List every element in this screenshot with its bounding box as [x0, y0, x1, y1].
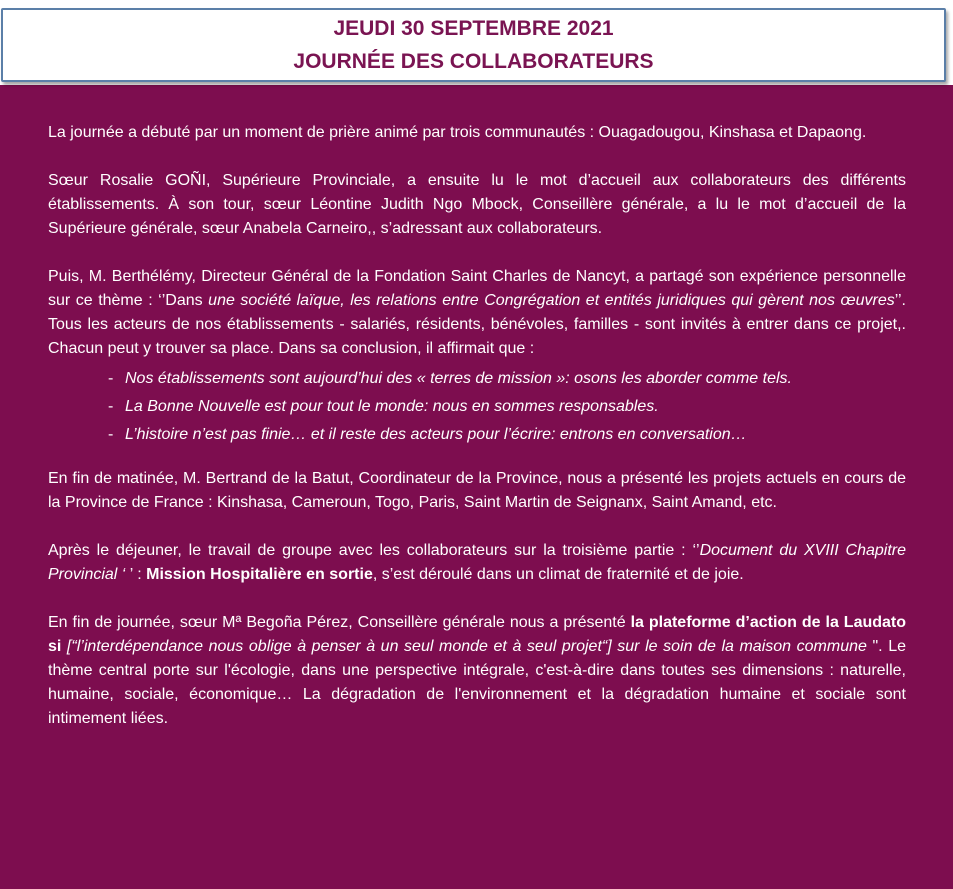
director-rest-text: ’’. Tous les acteurs de nos établissements - salariés, résidents, bénévoles, familles - sont invités à entrer dans ce projet,. Chacun peut y trouver sa place. Dans sa conclusion, il affirmait que : [48, 292, 906, 357]
laudato-intro: En fin de journée, sœur Mª Begoña Pérez, Conseillère générale nous a présenté [48, 614, 631, 631]
paragraph-opening-prayer: La journée a débuté par un moment de prière animé par trois communautés : Ouagadougou, Kinshasa et Dapaong. [48, 124, 867, 141]
article-body [48, 121, 906, 755]
group-work-rest: , s’est déroulé dans un climat de fraternité et de joie. [372, 566, 744, 583]
date-heading: JEUDI 30 SEPTEMBRE 2021 [333, 17, 614, 40]
group-work-intro: Après le déjeuner, le travail de groupe avec les collaborateurs sur la troisième partie : ‘’ [48, 542, 700, 559]
list-item: - Nos établissements sont aujourd’hui des « terres de mission »: osons les aborder comme tels. [48, 365, 906, 393]
mission-title: Mission Hospitalière en sortie [146, 566, 373, 583]
paragraph-welcome: Sœur Rosalie GOÑI, Supérieure Provinciale, a ensuite lu le mot d’accueil aux collaborateurs des différents établissements. À son tour, sœur Léontine Judith Ngo Mbock, Conseillère générale, a lu le mot d’accueil de la Supérieure générale, sœur Anabela Carneiro,, s’adressant aux collaborateurs. [48, 172, 906, 237]
director-quote-text: une société laïque, les relations entre Congrégation et entités juridiques qui gèrent nos œuvres [208, 292, 895, 309]
list-item: - La Bonne Nouvelle est pour tout le monde: nous en sommes responsables. [48, 393, 906, 421]
laudato-quote: [“l’interdépendance nous oblige à penser à un seul monde et à seul projet“] sur le soin de la maison commune [61, 638, 867, 655]
director-intro-text: Puis, M. Berthélémy, Directeur Général de la Fondation Saint Charles de Nancyt, a partagé son expérience personnelle sur ce thème : ‘’Dans [48, 268, 906, 309]
chapter-document-title: Document du XVIII Chapitre Provincial ‘ [48, 542, 906, 583]
list-item: - L’histoire n’est pas finie… et il reste des acteurs pour l’écrire: entrons en conversation… [48, 421, 906, 449]
paragraph-director-talk [48, 265, 906, 361]
paragraph-group-work [48, 539, 906, 587]
page-title: JOURNÉE DES COLLABORATEURS [293, 50, 654, 73]
content-panel [0, 85, 953, 889]
laudato-platform-title: la plateforme d’action de la Laudato si [48, 614, 907, 655]
paragraph-laudato-si [48, 611, 906, 731]
conclusion-list [48, 365, 906, 449]
title-banner [1, 8, 946, 82]
paragraph-province-projects: En fin de matinée, M. Bertrand de la Batut, Coordinateur de la Province, nous a présenté les projets actuels en cours de la Province de France : Kinshasa, Cameroun, Togo, Paris, Saint Martin de Seignanx, Saint Amand, etc. [48, 470, 906, 511]
group-work-colon: ’ : [125, 566, 147, 583]
laudato-rest: ". Le thème central porte sur l'écologie, dans une perspective intégrale, c'est-à-dire dans toutes ses dimensions : naturelle, humaine, sociale, économique… La dégradation de l'environnement et la dégradation humaine et sociale sont intimement liées. [48, 638, 907, 727]
